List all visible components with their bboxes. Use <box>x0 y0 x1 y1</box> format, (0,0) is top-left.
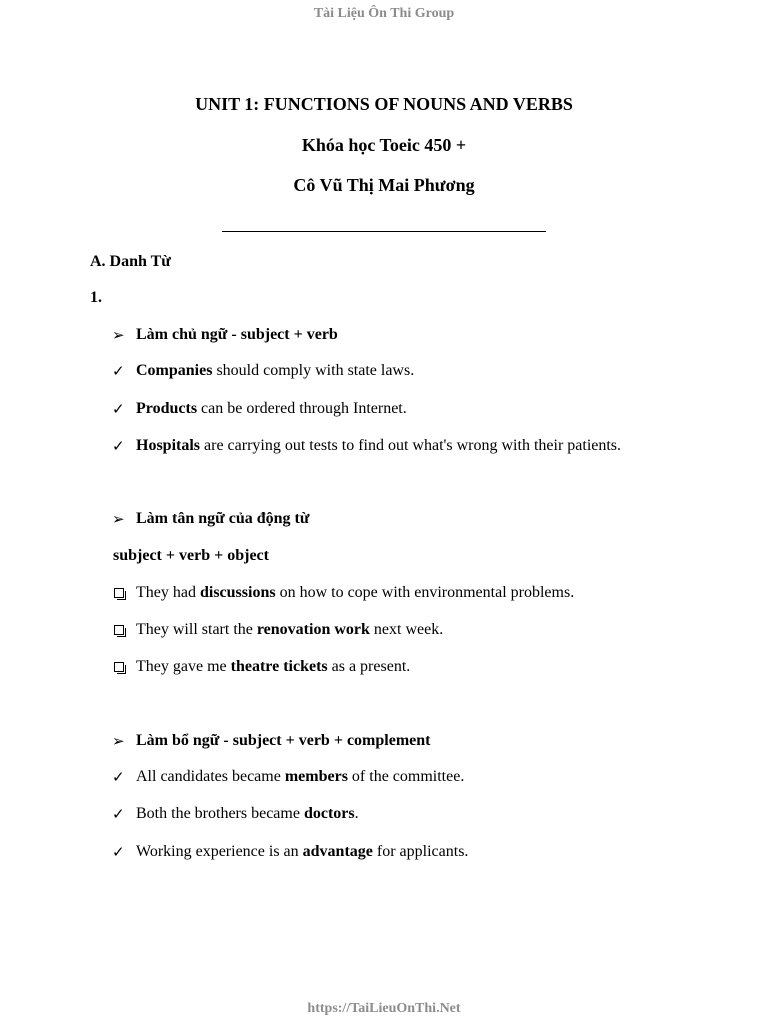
list-item: Hospitals are carrying out tests to find out what's wrong with their patients. <box>136 437 622 454</box>
checkbox-bullet-icon <box>114 625 124 635</box>
check-bullet-icon: ✓ <box>112 437 125 455</box>
course-title: Khóa học Toeic 450 + <box>301 135 467 155</box>
list-item: Companies should comply with state laws. <box>136 362 415 379</box>
list-item: All candidates became members of the committee. <box>136 768 465 785</box>
page-header: Tài Liệu Ôn Thi Group <box>313 6 455 21</box>
separator-line <box>222 231 546 232</box>
part2-heading: Làm tân ngữ của động từ <box>136 510 310 527</box>
list-item: Products can be ordered through Internet. <box>136 400 407 417</box>
part3-heading: Làm bổ ngữ - subject + verb + complement <box>136 732 431 749</box>
arrow-bullet-icon: ➢ <box>112 510 125 528</box>
list-item: They gave me theatre tickets as a present. <box>136 658 411 675</box>
check-bullet-icon: ✓ <box>112 362 125 380</box>
check-bullet-icon: ✓ <box>112 843 125 861</box>
part2-pattern: subject + verb + object <box>113 547 269 564</box>
part1-heading: Làm chủ ngữ - subject + verb <box>136 326 338 343</box>
list-item: Both the brothers became doctors. <box>136 805 359 822</box>
unit-title: UNIT 1: FUNCTIONS OF NOUNS AND VERBS <box>195 94 573 114</box>
teacher-name: Cô Vũ Thị Mai Phương <box>293 175 475 195</box>
list-item: Working experience is an advantage for applicants. <box>136 843 469 860</box>
list-item: They had discussions on how to cope with environmental problems. <box>136 584 575 601</box>
check-bullet-icon: ✓ <box>112 400 125 418</box>
checkbox-bullet-icon <box>114 588 124 598</box>
check-bullet-icon: ✓ <box>112 768 125 786</box>
arrow-bullet-icon: ➢ <box>112 732 125 750</box>
section-number: 1. <box>90 289 102 306</box>
checkbox-bullet-icon <box>114 662 124 672</box>
list-item: They will start the renovation work next week. <box>136 621 444 638</box>
arrow-bullet-icon: ➢ <box>112 326 125 344</box>
check-bullet-icon: ✓ <box>112 805 125 823</box>
page-footer-link[interactable]: https://TaiLieuOnThi.Net <box>307 1001 461 1016</box>
section-heading: A. Danh Từ <box>90 253 171 270</box>
